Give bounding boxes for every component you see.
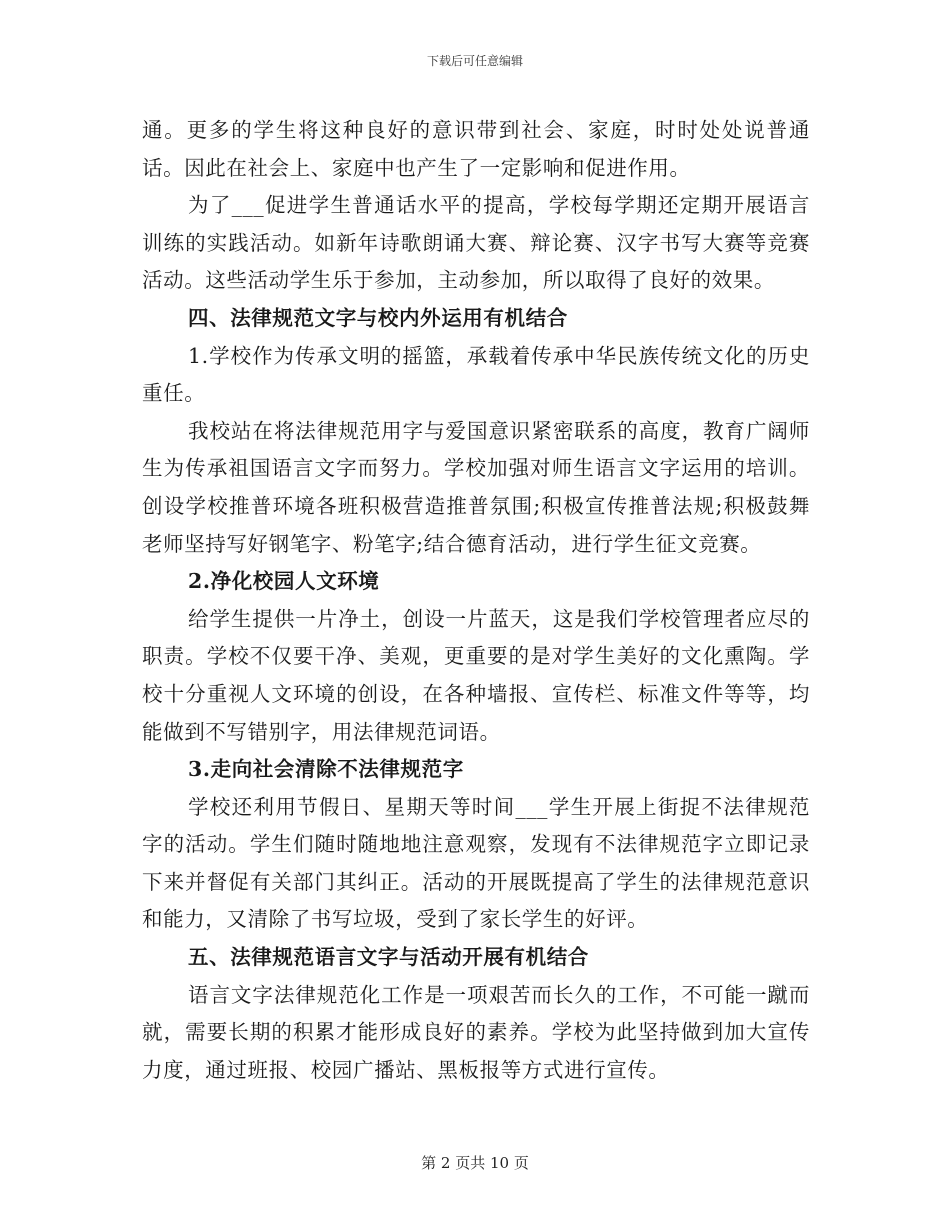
- subheading-3: 3.走向社会清除不法律规范字: [188, 757, 464, 782]
- paragraph-practice-activities: 为了___促进学生普通话水平的提高，学校每学期还定期开展语言训练的实践活动。如新年诗歌朗诵大赛、辩论赛、汉字书写大赛等竞赛活动。这些活动学生乐于参加，主动参加，所以取得了良好的效果。: [142, 193, 810, 293]
- paragraph-patriotism: 我校站在将法律规范用字与爱国意识紧密联系的高度，教育广阔师生为传承祖国语言文字而努力。学校加强对师生语言文字运用的培训。创设学校推普环境各班积极营造推普氛围;积极宣传推普法规;积极鼓舞老师坚持写好钢笔字、粉笔字;结合德育活动，进行学生征文竞赛。: [142, 418, 810, 556]
- subheading-2: 2.净化校园人文环境: [188, 569, 380, 594]
- page-header: 下载后可任意编辑: [426, 54, 523, 68]
- paragraph-campus-environment: 给学生提供一片净土，创设一片蓝天，这是我们学校管理者应尽的职责。学校不仅要干净、美观，更重要的是对学生美好的文化熏陶。学校十分重视人文环境的创设，在各种墙报、宣传栏、标准文件等等，均能做到不写错别字，用法律规范词语。: [142, 606, 810, 744]
- paragraph-long-term-work: 语言文字法律规范化工作是一项艰苦而长久的工作，不可能一蹴而就，需要长期的积累才能形成良好的素养。学校为此坚持做到加大宣传力度，通过班报、校园广播站、黑板报等方式进行宣传。: [142, 982, 810, 1082]
- paragraph-continuation: 通。更多的学生将这种良好的意识带到社会、家庭，时时处处说普通话。因此在社会上、家庭中也产生了一定影响和促进作用。: [142, 118, 810, 180]
- page-number: 第 2 页共 10 页: [421, 1154, 529, 1172]
- section-heading-4: 四、法律规范文字与校内外运用有机结合: [188, 305, 568, 330]
- section-heading-5: 五、法律规范语言文字与活动开展有机结合: [188, 945, 589, 970]
- document-body: [142, 112, 810, 1089]
- paragraph-item-1: 1.学校作为传承文明的摇篮，承载着传承中华民族传统文化的历史重任。: [142, 343, 810, 406]
- paragraph-street-activity: 学校还利用节假日、星期天等时间___学生开展上街捉不法律规范字的活动。学生们随时随地地注意观察，发现有不法律规范字立即记录下来并督促有关部门其纠正。活动的开展既提高了学生的法律规范意识和能力，又清除了书写垃圾，受到了家长学生的好评。: [142, 794, 810, 932]
